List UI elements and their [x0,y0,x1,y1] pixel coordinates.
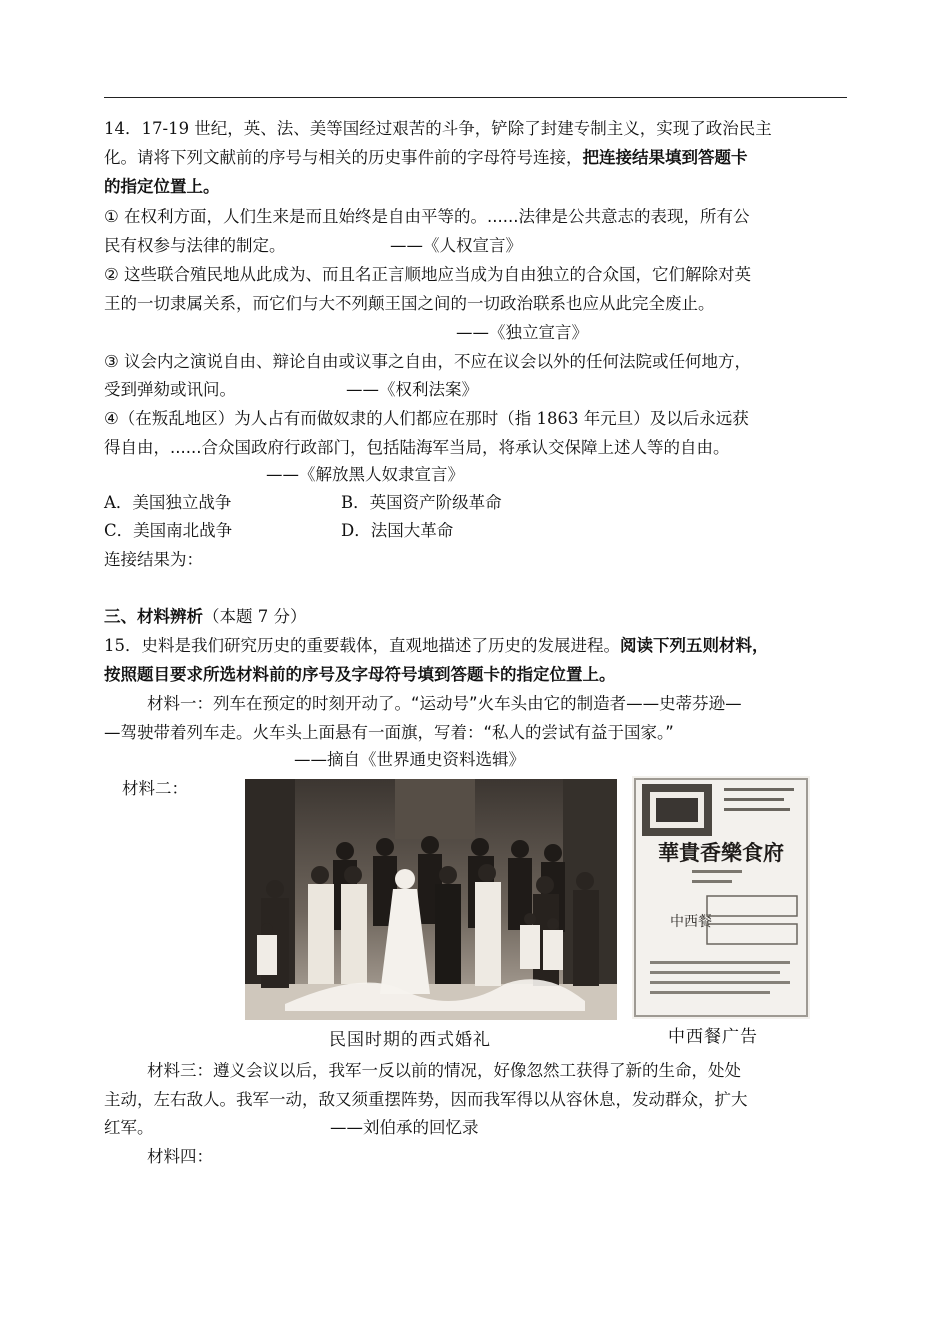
doc4-line1-a: ④（在叛乱地区）为人占有而做奴隶的人们都应在那时（指 [104,409,532,428]
material4-label: 材料四： [147,1147,213,1166]
q14-line2-text: 化。请将下列文献前的序号与相关的历史事件前的字母符号连接， [104,148,583,167]
wedding-photo [245,779,617,1020]
header-rule [104,97,847,98]
doc4-line1-date: 1863 年元旦 [531,409,634,428]
doc3-line2-text: 受到弹劾或讯问。 [104,380,236,399]
material2-label: 材料二： [122,779,188,798]
q14-line2 [104,144,849,173]
doc3-line2 [104,376,849,405]
doc1-source: ——《人权宣言》 [390,236,522,255]
q15-line2: 按照题目要求所选材料前的序号及字母符号填到答题卡的指定位置上。 [104,665,616,684]
material1-line1: 材料一：列车在预定的时刻开动了。“运动号”火车头由它的制造者——史蒂芬逊— [147,694,742,713]
q15-line1-bold: 阅读下列五则材料， [620,636,769,655]
doc2-source: ——《独立宣言》 [456,323,588,342]
q14-line3: 的指定位置上。 [104,177,220,196]
q15-line1-text: 15．史料是我们研究历史的重要载体，直观地描述了历史的发展进程。 [104,636,620,655]
material1-line2: —驾驶带着列车走。火车头上面悬有一面旗，写着：“私人的尝试有益于国家。” [104,723,674,742]
material3-line3-text: 红军。 [104,1118,154,1137]
doc4-line1 [104,405,849,434]
option-row-1 [104,489,849,518]
doc4-source: ——《解放黑人奴隶宣言》 [266,465,464,484]
material1-source: ——摘自《世界通史资料选辑》 [294,750,525,769]
ad-heading: 華貴香樂食府 [658,840,784,865]
material3-source: ——刘伯承的回忆录 [330,1118,479,1137]
section3-heading [104,603,849,632]
option-row-2 [104,517,849,546]
doc4-line2: 得自由，......合众国政府行政部门，包括陆海军当局，将承认交保障上述人等的自由。 [104,438,730,457]
option-d: D．法国大革命 [341,521,454,540]
doc4-line1-c: ）及以后永远获 [633,409,749,428]
ad-caption: 中西餐广告 [668,1027,758,1047]
option-b: B．英国资产阶级革命 [341,493,502,512]
option-a: A．美国独立战争 [104,493,232,512]
answer-label: 连接结果为： [104,550,203,569]
doc1-line2-text: 民有权参与法律的制定。 [104,236,286,255]
q14-line1: 14．17-19 世纪，英、法、美等国经过艰苦的斗争，铲除了封建专制主义，实现了政治民主 [104,119,772,138]
ad-sub: 中西餐 [670,914,712,930]
q15-line1 [104,632,849,661]
ad-photo [632,776,810,1019]
doc3-line1: ③ 议会内之演说自由、辩论自由或议事之自由，不应在议会以外的任何法院或任何地方， [104,352,752,371]
section3-title: 三、材料辨析 [104,607,203,626]
doc2-line2: 王的一切隶属关系，而它们与大不列颠王国之间的一切政治联系也应从此完全废止。 [104,294,715,313]
material3-line2: 主动，左右敌人。我军一动，敌又须重摆阵势，因而我军得以从容休息，发动群众，扩大 [104,1090,748,1109]
doc1-line2 [104,232,849,261]
q14-line2-bold: 把连接结果填到答题卡 [582,148,748,167]
doc3-source: ——《权利法案》 [346,380,478,399]
doc1-line1: ① 在权利方面，人们生来是而且始终是自由平等的。......法律是公共意志的表现，所有公 [104,207,750,226]
section3-score: （本题 7 分） [203,607,307,626]
wedding-caption: 民国时期的西式婚礼 [329,1030,491,1050]
material3-line3 [104,1114,849,1143]
doc2-line1: ② 这些联合殖民地从此成为、而且名正言顺地应当成为自由独立的合众国，它们解除对英 [104,265,752,284]
material3-line1: 材料三：遵义会议以后，我军一反以前的情况，好像忽然工获得了新的生命，处处 [147,1061,741,1080]
option-c: C．美国南北战争 [104,521,233,540]
